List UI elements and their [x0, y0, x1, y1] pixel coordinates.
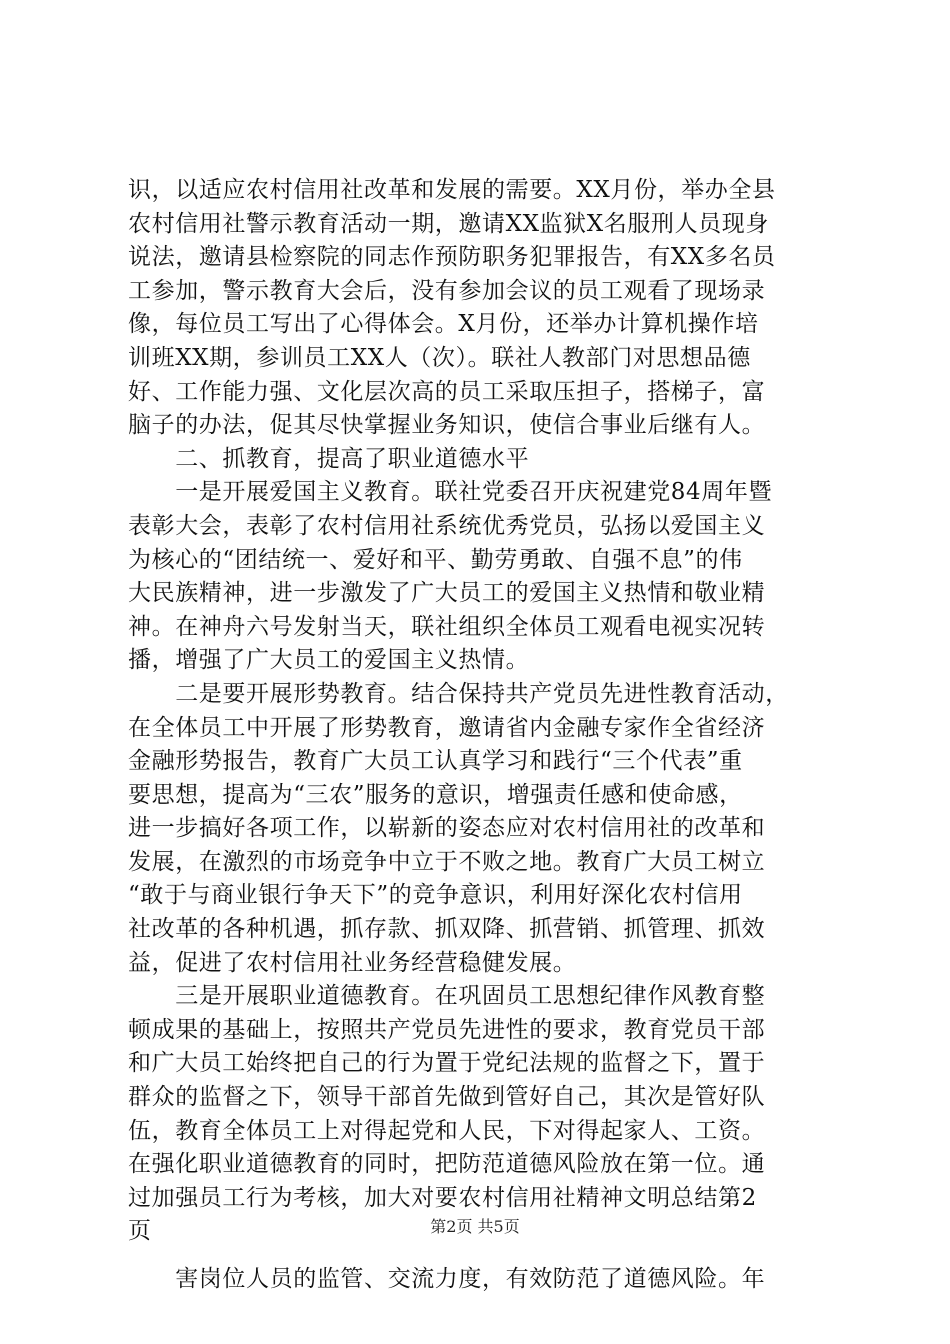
text-line: 说法，邀请县检察院的同志作预防职务犯罪报告，有XX多名员: [128, 244, 776, 271]
text-line: 农村信用社警示教育活动一期，邀请XX监狱X名服刑人员现身: [128, 210, 769, 237]
text-line: 脑子的办法，促其尽快掌握业务知识，使信合事业后继有人。: [128, 412, 766, 439]
text-line: 像，每位员工写出了心得体会。X月份，还举办计算机操作培: [128, 311, 759, 338]
text-line: 工参加，警示教育大会后，没有参加会议的员工观看了现场录: [128, 277, 766, 304]
text-line: 表彰大会，表彰了农村信用社系统优秀党员，弘扬以爱国主义: [128, 512, 766, 539]
text-line: 好、工作能力强、文化层次高的员工采取压担子，搭梯子，富: [128, 378, 766, 405]
text-line: 播，增强了广大员工的爱国主义热情。: [128, 647, 530, 674]
text-line: 要思想，提高为“三农”服务的意识，增强责任感和使命感，: [128, 781, 743, 808]
text-line: 二是要开展形势教育。结合保持共产党员先进性教育活动，: [128, 680, 789, 707]
continuation-line: 害岗位人员的监管、交流力度，有效防范了道德风险。年: [128, 1266, 766, 1292]
text-line: 金融形势报告，教育广大员工认真学习和践行“三个代表”重: [128, 748, 743, 775]
text-line: 识，以适应农村信用社改革和发展的需要。XX月份，举办全县: [128, 177, 776, 203]
text-line: 顿成果的基础上，按照共产党员先进性的要求，教育党员干部: [128, 1016, 766, 1043]
text-line: 在全体员工中开展了形势教育，邀请省内金融专家作全省经济: [128, 714, 766, 741]
text-line: 大民族精神，进一步激发了广大员工的爱国主义热情和敬业精: [128, 580, 766, 607]
text-line: 发展，在激烈的市场竞争中立于不败之地。教育广大员工树立: [128, 848, 766, 875]
text-line: 益，促进了农村信用社业务经营稳健发展。: [128, 949, 577, 976]
section-heading: 二、抓教育，提高了职业道德水平: [128, 445, 530, 472]
text-line: 过加强员工行为考核，加大对要农村信用社精神文明总结第2: [128, 1184, 757, 1211]
text-line: 为核心的“团结统一、爱好和平、勤劳勇敢、自强不息”的伟: [128, 546, 743, 573]
line-gap: [128, 1249, 828, 1263]
text-line: 社改革的各种机遇，抓存款、抓双降、抓营销、抓管理、抓效: [128, 916, 766, 943]
text-line: 神。在神舟六号发射当天，联社组织全体员工观看电视实况转: [128, 613, 766, 640]
text-line: 伍，教育全体员工上对得起党和人民，下对得起家人、工资。: [128, 1117, 766, 1144]
text-line: 页: [128, 1218, 152, 1245]
text-line: 进一步搞好各项工作，以崭新的姿态应对农村信用社的改革和: [128, 815, 766, 842]
page-footer: 第2页 共5页: [430, 1217, 520, 1236]
text-line: 和广大员工始终把自己的行为置于党纪法规的监督之下，置于: [128, 1050, 766, 1077]
text-line: 在强化职业道德教育的同时，把防范道德风险放在第一位。通: [128, 1151, 766, 1178]
text-line: “敢于与商业银行争天下”的竞争意识，利用好深化农村信用: [128, 882, 743, 909]
text-line: 一是开展爱国主义教育。联社党委召开庆祝建党84周年暨: [128, 479, 773, 506]
text-line: 群众的监督之下，领导干部首先做到管好自己，其次是管好队: [128, 1084, 766, 1111]
text-line: 三是开展职业道德教育。在巩固员工思想纪律作风教育整: [128, 983, 766, 1010]
body-text: [128, 174, 828, 1297]
text-line: 训班XX期，参训员工XX人（次）。联社人教部门对思想品德: [128, 344, 751, 371]
